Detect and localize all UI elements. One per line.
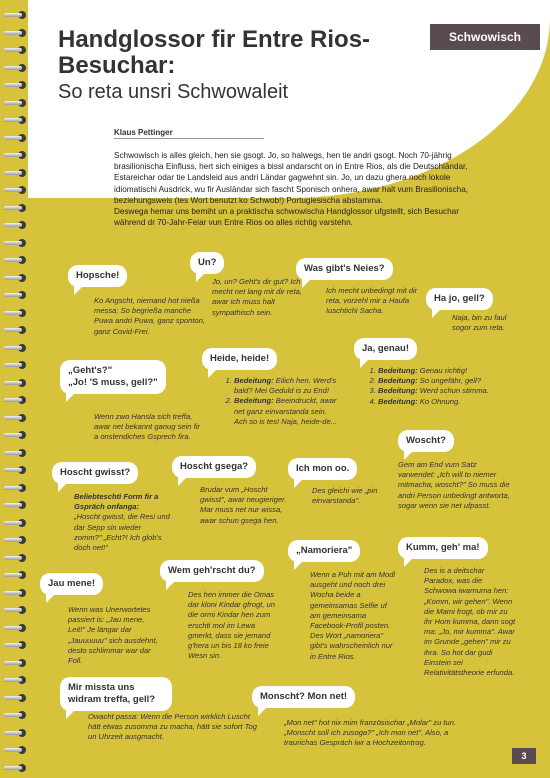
phrase-bubble: Ha jo, gell? [426, 288, 493, 310]
meaning-item [234, 376, 340, 396]
binding-ring [4, 483, 26, 493]
binding-ring [4, 728, 26, 738]
binding-ring [4, 553, 26, 563]
binding-ring [4, 10, 26, 20]
phrase-description: Wenn a Puh mit am Modl ausgeht und noch drei Wocha beide a gemeinsamas Selfie uf am gemeinsama Facebook-Profil posten. Des Wort „namoriera" gibt's wahrscheinlich nur in Entre Rios. [310, 570, 396, 661]
phrase-description: Ich mecht unbedingt mit dir reta, vorzehl mir a Haufa Iuschtichi Sacha. [326, 286, 418, 316]
intro-paragraph: Deswega hemar uns bemiht un a praktischa schwowischa Handglossor ufgstellt, sich Besuchar während dr 70-Jahr-Feiar vun Entre Rios oo alles richtig varstehn. [114, 207, 459, 228]
phrase-description: Wenn was Unerwortetes passiert is: „Jau mene, Leit!" Je längar dar „Jauuuuuu" sich ausdehnt, desto schlimmar war dar Foll. [68, 605, 158, 666]
desc-body: „Hoscht gwisst, die Resi und dar Sepp sin wieder zomm?" „Echt?! Ich glob's doch net!" [74, 512, 170, 553]
intro-paragraph: Schwowisch is alles gleich, hen sie gsogt. Jo, so halwegs, hen tie andri gsogt. Noch 70-jährig brasilionischa Einfluss, hert sich einiges a bissl andarscht on in Entre Rios, als die Deutschländar, Estareichar odar tie Landsleid aus andri Ländar gagwehnt sin. Jo, un dazu ghera noch lokole idiomatischi Ausdrick, wu fir Ausländar sich fascht Sponisch onhera, awar halt vum Brasilionischa, beziehungsweis (tes Wort benutzt ko Schwob!) Portugiesischa abstamma. [114, 151, 469, 205]
desc-lead: Beliebteschti Form fir a Gspräch onfanga: [74, 492, 159, 512]
binding-ring [4, 465, 26, 475]
phrase-bubble: Monscht? Mon net! [252, 686, 355, 708]
phrase-bubble [60, 360, 166, 394]
binding-ring [4, 448, 26, 458]
meaning-label: Bedeitung: [234, 396, 274, 406]
binding-ring [4, 98, 26, 108]
binding-ring [4, 605, 26, 615]
binding-ring [4, 378, 26, 388]
meaning-item [378, 376, 506, 386]
binding-ring [4, 518, 26, 528]
meaning-text: Werd schun stimma. [419, 386, 489, 396]
meaning-text: Beeindruckt, awar net ganz einvarstanda sein. Ach so is tes! Naja, heide-de... [234, 396, 337, 426]
meaning-label: Bedeitung: [234, 376, 274, 385]
binding-ring [4, 203, 26, 213]
meaning-item [378, 386, 506, 396]
meaning-text: Genau richtig! [419, 366, 468, 375]
phrase-description: Ko Angscht, niemand hot nießa messa: So begrießa manche Puwa andri Puwa, ganz sponton, ganz Covid-Frei. [94, 296, 206, 336]
binding-ring [4, 693, 26, 703]
binding-ring [4, 343, 26, 353]
phrase-description: „Mon net" hot nix mim französischar „Molar" zu tun. „Monscht soll ich zusoga?" „Ich mon net". Also, a traurichas Gespräch iwr a Hochzeitontrog. [284, 718, 457, 748]
binding-ring [4, 360, 26, 370]
meaning-label: Bedeitung: [378, 376, 418, 386]
phrase-description: Des is a deitschar Paradox, was die Schwowa iwarnuma hen: „Komm, wir gehen". Wenn die Mami frogt, ob mir zu ihr Hom kumma, dann sogt ma: „Jo, mir kumma". Awar im Grunde „gehen" mir zu ihra. So hot dar gudi Einstein sei Relativitätstheorie erfunda. [424, 566, 516, 678]
intro-text [114, 150, 492, 228]
phrase-bubble: „Namoriera" [288, 540, 360, 562]
binding-ring [4, 308, 26, 318]
author-name: Klaus Pettinger [114, 128, 173, 137]
phrase-bubble: Ja, genau! [354, 338, 417, 360]
binding-ring [4, 745, 26, 755]
meaning-text: Eilich hen. Werd's bald? Mei Geduld is zu End! [234, 376, 337, 396]
binding-ring [4, 640, 26, 650]
phrase-description [366, 366, 506, 407]
phrase-line: „Jo! 'S muss, gell?" [68, 377, 158, 388]
phrase-description: Naja, bin zu faul sogor zum reta. [452, 313, 507, 333]
binding-ring [4, 63, 26, 73]
binding-ring [4, 80, 26, 90]
binding-ring [4, 238, 26, 248]
binding-ring [4, 500, 26, 510]
phrase-description: Owacht passa: Wenn die Person wirklich Luscht hätt etwas zusomma zu macha, hätt sie sofort Tog un Uhrzeit ausgmacht. [88, 712, 257, 742]
page-subtitle: So reta unsri Schwowaleit [58, 81, 289, 103]
meaning-item [378, 397, 506, 407]
binding-ring [4, 535, 26, 545]
page-number: 3 [512, 748, 536, 764]
author-divider [114, 138, 264, 139]
phrase-bubble: Un? [190, 252, 224, 274]
phrase-bubble: Jau mene! [40, 573, 103, 595]
phrase-bubble: Hopsche! [68, 265, 127, 287]
phrase-bubble: Kumm, geh' ma! [398, 537, 488, 559]
binding-ring [4, 675, 26, 685]
meaning-label: Bedeitung: [378, 396, 418, 406]
phrase-description: Brudar vum „Hoscht gwisst", awar neugieriger. Mar muss net nur wissa, awar schun gsega hen. [200, 485, 287, 525]
binding-ring [4, 150, 26, 160]
meaning-text: So ungefähr, gell? [419, 376, 482, 386]
meaning-item [378, 366, 506, 376]
binding-ring [4, 658, 26, 668]
binding-ring [4, 255, 26, 265]
section-tab: Schwowisch [430, 24, 540, 50]
binding-ring [4, 28, 26, 38]
binding-ring [4, 710, 26, 720]
phrase-description: Wenn zwo Hansla sich treffa, awar net bekannt ganug sein fir a onstendiches Gsprech fira. [94, 412, 200, 442]
meaning-label: Bedeitung: [378, 386, 418, 396]
binding-ring [4, 413, 26, 423]
phrase-bubble: Was gibt's Neies? [296, 258, 393, 280]
phrase-bubble: Hoscht gsega? [172, 456, 256, 478]
page-title: Handglossor fir Entre Rios-Besuchar: [58, 26, 371, 79]
phrase-bubble: Mir missta uns widram treffa, gell? [60, 677, 172, 711]
phrase-description [74, 492, 170, 553]
phrase-description [222, 376, 340, 427]
meaning-text: Ko Ohnung. [419, 396, 461, 406]
binding-ring [4, 168, 26, 178]
binding-ring [4, 763, 26, 773]
binding-ring [4, 588, 26, 598]
binding-ring [4, 430, 26, 440]
binding-ring [4, 273, 26, 283]
binding-ring [4, 133, 26, 143]
phrase-description: Des hen immer die Omas dar kloni Kindar gfrogt, un die ormi Kindar hen zum erschti mol im Lewa gmerkt, dass sie jemand g'hera un bis 18 ko freie Wesn sin. [188, 590, 275, 661]
phrase-description: Jo, un? Geht's dir gut? Ich mecht net lang mit dir reta, awar ich muss halt sympathisch sein. [212, 277, 302, 317]
phrase-description: Des gleichi wie „pin einvarstanda". [312, 486, 378, 506]
phrase-bubble: Woscht? [398, 430, 454, 452]
binding-ring [4, 290, 26, 300]
phrase-bubble: Ich mon oo. [288, 458, 357, 480]
binding-ring [4, 220, 26, 230]
phrase-bubble: Hoscht gwisst? [52, 462, 138, 484]
phrase-description: Gem am End vum Satz varwendet: „Ich will to niemer mitmacha, woscht?" So muss die andri Person unbedingt antworta, sogar wenn sie net ufpasst. [398, 460, 510, 510]
binding-ring [4, 185, 26, 195]
meaning-item [234, 396, 340, 427]
phrase-bubble: Heide, heide! [202, 348, 277, 370]
binding-ring [4, 325, 26, 335]
binding-ring [4, 45, 26, 55]
binding-ring [4, 115, 26, 125]
meaning-label: Bedeitung: [378, 366, 418, 375]
binding-ring [4, 570, 26, 580]
phrase-bubble: Wem geh'rscht du? [160, 560, 264, 582]
binding-ring [4, 623, 26, 633]
binding-ring [4, 395, 26, 405]
phrase-line: „Geht's?" [68, 365, 113, 376]
